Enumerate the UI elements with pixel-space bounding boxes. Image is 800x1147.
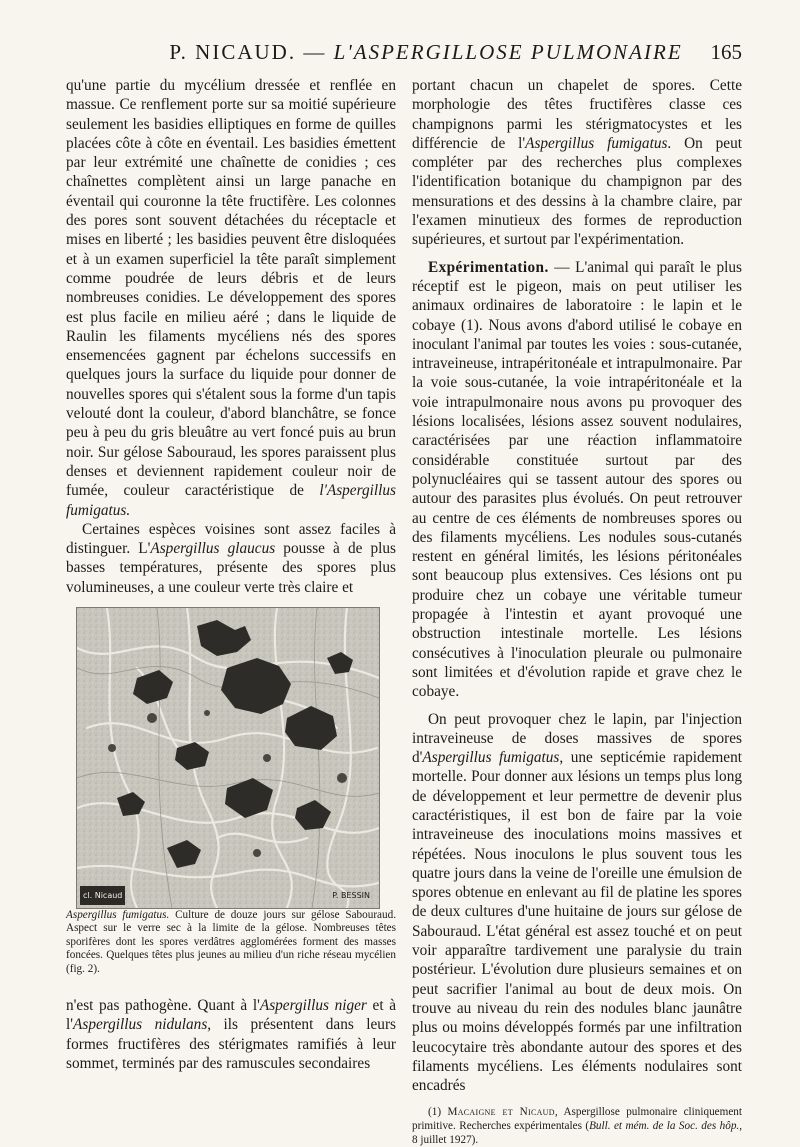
footnote-text-b: , 8 juillet 1927).: [412, 1120, 743, 1147]
head-title: [166, 40, 686, 65]
left-paragraph-3: [66, 996, 396, 1073]
engraver-credit: P. BESSIN: [332, 890, 370, 900]
right-paragraph-2-text: — L'animal qui paraît le plus réceptif est le pigeon, mais on peut utiliser les animaux ordinaires de laboratoire : le lapin et le cobaye (1). Nous avons d'abord utilisé le cobaye en inoculant l'animal par toutes les voies : sous-cutanée, intraveineuse, intrapéritonéale et intrapulmonaire. Par la voie sous-cutanée, la voie intrapéritonéale et la voie intrapulmonaire nous avons pu provoquer des lésions localisées, lésions assez souvent nodulaires, caractérisées par une réaction inflammatoire considérable constituée surtout par des polynucléaires qui se tassent autour des spores ou autour des parasites plus évolués. On peut retrouver au centre de ces éléments de nombreuses spores ou des filaments mycéliens. Les nodules sous-cutanés restent en général limités, les lésions péritonéales sont beaucoup plus extensives. Ces lésions ont pu produire chez un cobaye une véritable tumeur propagée à l'intestin et ayant provoqué une obstruction intestinale mortelle. Les lésions consécutives à l'inoculation pleurale ou pulmonaire sont limitées et d'évolution rapide et grave chez le cobaye.: [412, 258, 742, 701]
right-paragraph-2: [412, 258, 742, 702]
left-paragraph-2-species: Aspergillus glaucus: [150, 540, 276, 558]
left-paragraph-2-end: pousse à de plus basses températures, présente des spores plus volumineuses, a une couleur verte très claire et: [66, 540, 397, 596]
left-paragraph-3-b: et à l': [66, 997, 396, 1034]
left-paragraph-1-text: qu'une partie du mycélium dressée et renflée en massue. Ce renflement porte sur sa moitié supérieure seulement les basidies elliptiques en forme de quilles placées côte à côte en éventail. Les basidies émettent par leur extrémité une chaînette de conidies ; ces chaînettes complètent ainsi un large panache en éventail qui couronne la tête fructifère. Les colonnes des pores sont souvent détachées du réceptacle et mises en liberté ; les basidies peuvent être disloquées et à un examen superficiel la tête paraît simplement comme poudrée de leurs débris et de leurs nombreuses conidies. Le développement des spores est plus facile en milieu aéré ; dans le liquide de Raulin les filaments mycéliens nés des spores ensemencées gagnent par échelons successifs en quelques jours la surface du liquide pour donner de nouvelles spores qui s'étalent sous la forme d'un tapis velouté dont la couleur, d'abord blanchâtre, se fonce peu à peu du gris bleuâtre au vert foncé puis au brun noir. Sur gélose Sabouraud, les spores paraissent plus denses et deviennent rapidement couleur noir de fumée, couleur caractéristique de: [66, 77, 396, 500]
culture-photograph-image: [77, 608, 379, 908]
running-head: [66, 40, 742, 70]
right-column: [412, 76, 742, 1147]
photo-credit: cl. Nicaud: [80, 886, 125, 905]
left-paragraph-3-niger: Aspergillus niger: [259, 997, 367, 1015]
right-paragraph-1-a: portant chacun un chapelet de spores. Cette morphologie des têtes fructifères classe ces champignons parmi les stérigmatocystes et les différencie de l': [412, 77, 742, 152]
left-column: [66, 76, 396, 1073]
section-heading-experimentation: Expérimentation.: [428, 258, 549, 276]
left-paragraph-1: [66, 76, 396, 520]
left-paragraph-2-start: Certaines espèces voisines sont assez faciles à distinguer. L': [66, 520, 396, 558]
footnote-text-a: , Aspergillose pulmonaire cliniquement primitive. Recherches expérimentales (: [412, 1106, 742, 1133]
right-paragraph-1: [412, 76, 742, 250]
footnote: [412, 1105, 742, 1147]
left-paragraph-2: [66, 520, 396, 597]
footnote-number: (1): [428, 1106, 442, 1119]
figure-caption-species: Aspergillus fumigatus.: [66, 909, 170, 922]
figure-caption-text: Culture de douze jours sur gélose Sabouraud. Aspect sur le verre sec à la limite de la gélose. Nombreuses têtes sporifères dont les spores verdâtres agglomérées forment des masses foncées. Quelques têtes plus jeunes au milieu d'un riche réseau mycélien (fig. 2).: [66, 909, 396, 975]
culture-photograph: [76, 607, 380, 909]
head-author: P. NICAUD.: [169, 40, 297, 64]
left-paragraph-3-a: n'est pas pathogène. Quant à l': [66, 997, 260, 1015]
left-paragraph-1-species: l'Aspergillus fumigatus.: [66, 482, 396, 519]
page-number: 165: [710, 40, 742, 64]
left-paragraph-3-c: , ils présentent dans leurs formes fructifères des stérigmates ramifiés à leur sommet, terminés par des ramuscules secondaires: [66, 1016, 396, 1072]
footnote-journal: Bull. et mém. de la Soc. des hôp.: [589, 1120, 740, 1133]
right-paragraph-1-species: Aspergillus fumigatus: [525, 134, 668, 152]
right-paragraph-3-a: On peut provoquer chez le lapin, par l'injection intraveineuse de doses massives de spores d': [412, 710, 742, 767]
right-paragraph-3: [412, 710, 742, 1096]
head-separator: —: [303, 40, 327, 64]
footnote-authors: Macaigne et Nicaud: [447, 1106, 555, 1119]
left-paragraph-3-nidulans: Aspergillus nidulans: [73, 1016, 208, 1034]
figure-caption: [66, 909, 396, 976]
footnote-separator: [412, 1095, 742, 1103]
right-paragraph-3-species: Aspergillus fumigatus: [422, 749, 560, 767]
right-paragraph-1-b: . On peut compléter par des recherches plus complexes l'identification botanique du champignon par des mensurations et des dessins à la chambre claire, par l'examen minutieux des formes de reproduction supérieures, et surtout par l'expérimentation.: [412, 134, 742, 249]
right-paragraph-3-b: , une septicémie rapidement mortelle. Pour donner aux lésions un temps plus long de développement et leur permettre de devenir plus caractéristiques, il est bon de faire par la voie intraveineuse des inoculations moins massives et répétées. Nous inoculons le plus souvent tous les quatre jours dans la veine de l'oreille une émulsion de spores obtenue en enlevant au fil de platine les spores de deux cultures d'une huitaine de jours sur gélose de Sabouraud. L'état général est assez touché et on peut voir apparaître tardivement une paralysie du train postérieur. L'évolution dure plusieurs semaines et on peut sacrifier l'animal au bout de deux mois. On trouve au niveau du rein des nodules blanc jaunâtre plus ou moins développés formés par une infiltration leucocytaire très abondante autour des spores et des filaments mycéliens. Les éléments nodulaires sont encadrés: [412, 749, 742, 1095]
head-article-title: L'ASPERGILLOSE PULMONAIRE: [333, 40, 683, 64]
